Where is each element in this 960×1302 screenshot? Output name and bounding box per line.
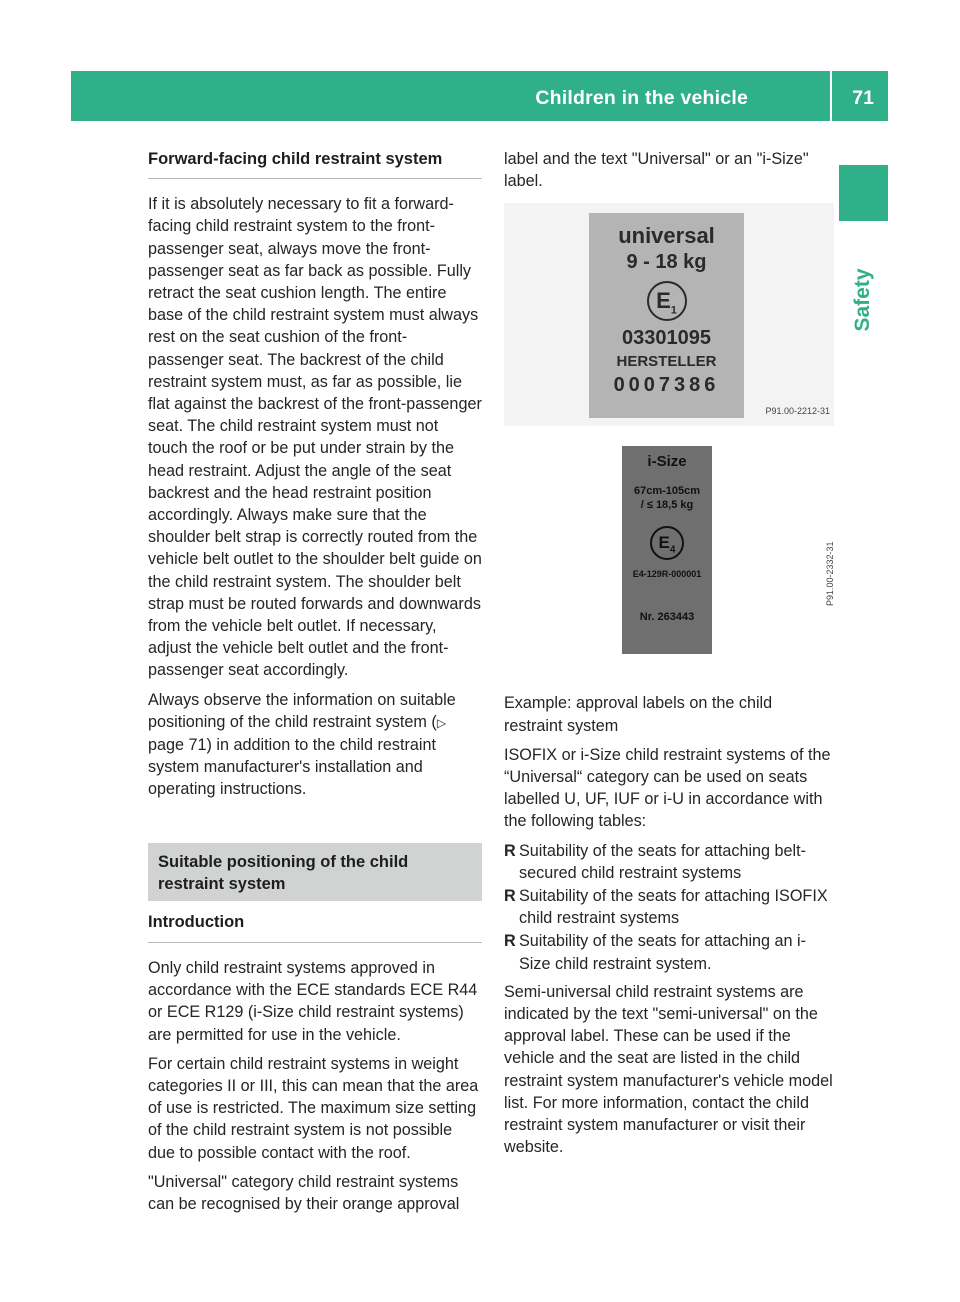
section-heading: Forward-facing child restraint system (148, 148, 482, 179)
list-item (504, 930, 834, 974)
page-reference-arrow-icon[interactable]: ▷ (436, 715, 447, 730)
section-label: Safety (851, 268, 874, 332)
label-approval-number: 03301095 (622, 327, 711, 350)
isize-weight: / ≤ 18,5 kg (640, 499, 694, 512)
paragraph: "Universal" category child restraint systems can be recognised by their orange approval (148, 1172, 460, 1213)
list-item-text: Suitability of the seats for attaching belt-secured child restraint systems (519, 841, 807, 882)
e-mark-number: 4 (669, 544, 676, 556)
paragraph: Semi-universal child restraint systems are indicated by the text "semi-universal" on the approval label. These can be used if the vehicle and the seat are listed in the child restraint system manufacturer's vehicle model list. For more information, contact the child restraint system manufacturer or visit their website. (504, 982, 833, 1157)
page-header (71, 71, 888, 121)
right-column (504, 148, 834, 1165)
isize-size: 67cm-105cm (633, 485, 701, 498)
list-item-text: Suitability of the seats for attaching an i-Size child restraint system. (519, 932, 807, 973)
paragraph: ISOFIX or i-Size child restraint systems of the “Universal“ category can be used on seats labelled U, UF, IUF or i-U in accordance with the following tables: (504, 745, 831, 831)
label-serial: 0007386 (613, 374, 720, 397)
label-weight: 9 - 18 kg (626, 251, 707, 274)
chapter-title: Children in the vehicle (535, 87, 748, 109)
left-column (148, 148, 482, 1222)
label-category: universal (618, 223, 715, 249)
paragraph: label and the text "Universal" or an "i-Size" label. (504, 150, 809, 191)
bullet-icon: R (504, 887, 516, 906)
isize-label-figure (504, 446, 834, 676)
isize-approval-label (622, 446, 712, 654)
figure-code: P91.00-2332-31 (825, 541, 835, 607)
label-maker: HERSTELLER (616, 353, 717, 371)
universal-label-figure (504, 203, 834, 426)
page-number: 71 (852, 87, 874, 109)
e-mark-number: 1 (670, 304, 677, 317)
isize-title: i-Size (647, 453, 687, 471)
isize-nr: Nr. 263443 (639, 611, 695, 624)
header-divider (830, 71, 832, 121)
paragraph-with-reference (148, 689, 482, 801)
bullet-list (504, 840, 834, 975)
approval-mark (622, 526, 712, 560)
section-title-box: Suitable positioning of the child restraint system (148, 843, 482, 901)
isize-approval-number: E4-129R-000001 (632, 569, 702, 580)
paragraph-text: Always observe the information on suitable positioning of the child restraint system ( (148, 690, 456, 731)
e-mark-icon (650, 526, 684, 560)
section-tab (839, 165, 888, 221)
list-item (504, 885, 834, 929)
e-mark-letter: E (656, 288, 671, 314)
e-mark-letter: E (658, 533, 670, 553)
e-mark-icon (647, 281, 687, 321)
bullet-icon: R (504, 841, 516, 860)
figure-code: P91.00-2212-31 (765, 406, 830, 417)
paragraph: Only child restraint systems approved in accordance with the ECE standards ECE R44 or ECE R129 (i-Size child restraint systems) are permitted for use in the vehicle. (148, 958, 478, 1044)
figure-caption: Example: approval labels on the child restraint system (504, 694, 773, 735)
list-item-text: Suitability of the seats for attaching ISOFIX child restraint systems (519, 887, 828, 928)
universal-approval-label (589, 213, 744, 418)
paragraph: If it is absolutely necessary to fit a forward-facing child restraint system to the front-passenger seat, always move the front-passenger seat as far back as possible. Fully retract the seat cushion length. The entire base of the child restraint system must always rest on the seat cushion of the front-passenger seat. The backrest of the child restraint system must, as far as possible, lie flat against the backrest of the front-passenger seat. The child restraint system must not touch the roof or be put under strain by the head restraint. Adjust the angle of the seat backrest and the head restraint position accordingly. Always make sure that the shoulder belt strap is correctly routed from the vehicle belt outlet to the shoulder belt guide on the child restraint system. The shoulder belt strap must be routed forwards and downwards from the vehicle belt outlet. If necessary, adjust the vehicle belt outlet and the front-passenger seat accordingly. (148, 195, 482, 680)
paragraph-text: page 71) in addition to the child restraint system manufacturer's installation and operating instructions. (148, 736, 436, 799)
subsection-heading: Introduction (148, 911, 482, 943)
bullet-icon: R (504, 932, 516, 951)
list-item (504, 840, 834, 884)
paragraph: For certain child restraint systems in weight categories II or III, this can mean that the area of use is restricted. The maximum size setting of the child restraint system is not possible due to possible contact with the roof. (148, 1054, 479, 1162)
approval-mark (589, 281, 744, 321)
